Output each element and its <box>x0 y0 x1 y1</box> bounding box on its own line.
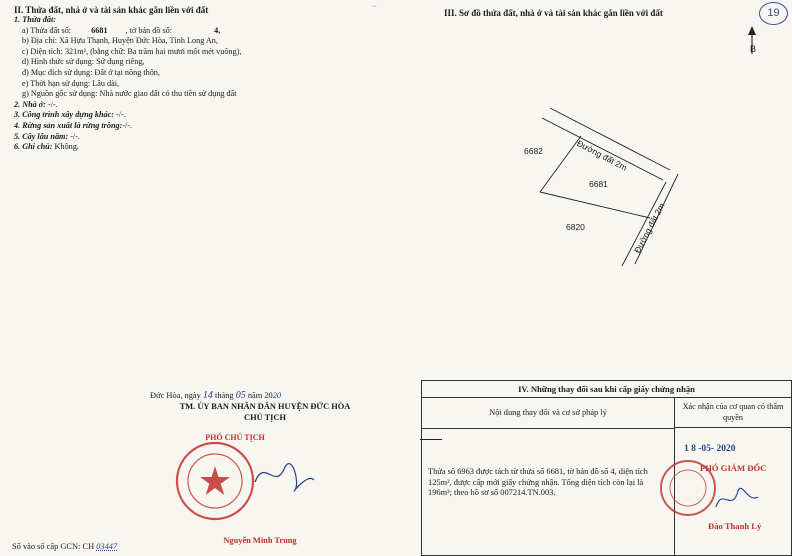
registry-number: Số vào sổ cấp GCN: CH 03447 <box>12 542 118 551</box>
map-sheet-number: 4, <box>214 25 221 35</box>
changes-table <box>421 380 792 556</box>
usage-term-row: e) Thời hạn sử dụng: Lâu dài, <box>22 78 120 88</box>
chairman-title: CHỦ TỊCH <box>244 413 286 422</box>
signer-name: Nguyễn Minh Trung <box>223 536 297 545</box>
planted-forest-row: 4. Rừng sản xuất là rừng trồng:-/-. <box>14 120 133 130</box>
road-top-label: Đường đất 2m <box>575 138 629 173</box>
other-construction-row: 3. Công trình xây dựng khác: -/-. <box>14 110 126 120</box>
usage-form-row: d) Hình thức sử dụng: Sử dụng riêng, <box>22 57 145 67</box>
section-ii-title: II. Thửa đất, nhà ở và tài sản khác gắn liền với đất <box>14 5 209 15</box>
page-number-badge: 19 <box>759 2 788 25</box>
signing-date: Đức Hòa, ngày 14 tháng 05 năm 2020 <box>150 390 282 401</box>
usage-purpose-row: đ) Mục đích sử dụng: Đất ở tại nông thôn, <box>22 67 160 77</box>
area-row: c) Diện tích: 321m², (bằng chữ: Ba trăm hai mươi mốt mét vuông), <box>22 46 242 56</box>
parcel-label: a) Thửa đất số: <box>22 25 72 35</box>
address-row: b) Địa chỉ: Xã Hựu Thạnh, Huyện Đức Hòa, Tỉnh Long An, <box>22 36 218 46</box>
perennial-trees-row: 5. Cây lâu năm: -/-. <box>14 131 80 141</box>
house-row: 2. Nhà ở: -/-. <box>14 99 58 109</box>
deputy-chairman-stamp: PHÓ CHỦ TỊCH <box>205 433 265 442</box>
land-info-section <box>14 5 394 153</box>
faint-mark: ~ <box>372 2 377 11</box>
parcel-number-row <box>14 26 394 37</box>
confirmation-signer: Đào Thanh Lý <box>708 521 762 531</box>
map-sheet-label: , tờ bản đồ số: <box>125 25 173 35</box>
parcel-6820-label: 6820 <box>566 222 585 232</box>
parcel-number: 6681 <box>91 25 108 35</box>
deputy-director-title: PHÓ GIÁM ĐỐC <box>700 463 767 473</box>
parcel-6682-label: 6682 <box>524 146 543 156</box>
north-label: B <box>750 44 757 54</box>
notes-row: 6. Ghi chú: Không. <box>14 142 79 152</box>
signature-mark <box>250 452 320 497</box>
parcel-6681-label: 6681 <box>589 179 608 189</box>
changes-table-title: IV. Những thay đổi sau khi cấp giấy chứng nhận <box>422 381 791 398</box>
section-iii-title: III. Sơ đồ thửa đất, nhà ở và tài sản khác gắn liền với đất <box>444 8 663 18</box>
official-seal <box>174 440 256 522</box>
issuing-authority: TM. ỦY BAN NHÂN DÂN HUYỆN ĐỨC HÒA <box>179 402 351 411</box>
confirmation-date: 1 8 -05- 2020 <box>684 444 736 454</box>
changes-col-confirm-header: Xác nhận của cơ quan có thẩm quyền <box>675 398 791 428</box>
road-right-label: Đường đất 2m <box>632 201 667 255</box>
change-content-text: Thửa số 6963 được tách từ thửa số 6681, tờ bản đồ số 4, diện tích 125m², được cấp mới giấy chứng nhận. Tổng diện tích còn lại là 196m²; theo hồ sơ số 007214.TN.003. <box>428 467 648 498</box>
dash-mark <box>420 439 442 440</box>
parcel-sketch <box>520 96 700 276</box>
changes-col-content-header: Nội dung thay đổi và cơ sở pháp lý <box>422 398 675 429</box>
confirmation-signature <box>712 477 762 517</box>
usage-origin-row: g) Nguồn gốc sử dụng: Nhà nước giao đất có thu tiền sử dụng đất <box>22 89 237 99</box>
item1-title: 1. Thửa đất: <box>14 15 56 24</box>
